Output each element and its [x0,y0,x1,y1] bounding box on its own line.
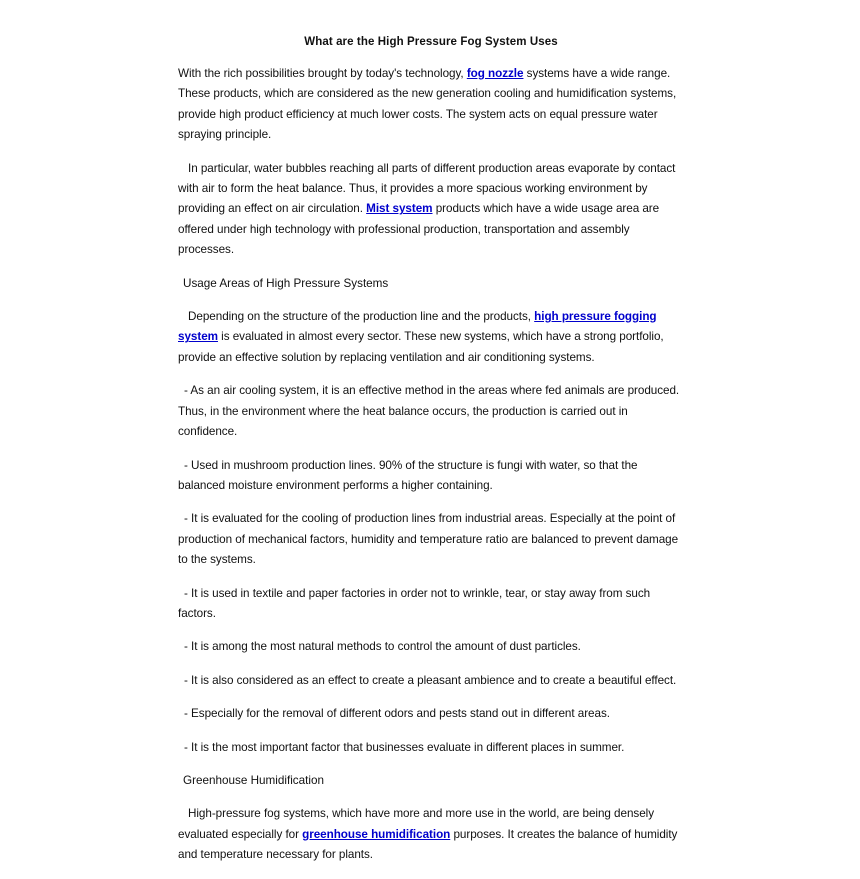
paragraph [178,381,684,442]
paragraph [178,804,684,865]
inline-link[interactable]: fog nozzle [466,67,524,80]
inline-link[interactable]: high pressure fogging system [178,310,657,344]
text-run: High-pressure fog systems, which have more and more use in the world, are being densely evaluated especially for [178,807,654,841]
text-run: - It is also considered as an effect to create a pleasant ambience and to create a beautiful effect. [184,673,677,687]
page-title: What are the High Pressure Fog System Uses [304,36,558,48]
paragraph [178,584,684,625]
text-run: - It is used in textile and paper factories in order not to wrinkle, tear, or stay away from such factors. [178,586,651,620]
paragraph [178,159,684,261]
document-body [178,36,684,879]
paragraph [178,307,684,368]
text-run: - It is evaluated for the cooling of production lines from industrial areas. Especially at the point of production of mechanical factors, humidity and temperature ratio are balanced to prevent damage to the systems. [178,512,679,567]
document-paragraphs [178,64,684,866]
paragraph [178,738,684,758]
text-run: In particular, water bubbles reaching all parts of different production areas evaporate by contact with air to form the heat balance. Thus, it provides a more spacious working environment by providing an effect on air circulation. [178,161,676,216]
text-run: - As an air cooling system, it is an effective method in the areas where fed animals are produced. Thus, in the environment where the heat balance occurs, the production is carried out in confidence. [178,384,680,439]
paragraph [178,637,684,657]
text-run: purposes. It creates the balance of humidity and temperature necessary for plants. [178,827,678,862]
text-run: - It is the most important factor that businesses evaluate in different places in summer. [184,740,625,754]
text-run: Greenhouse Humidification [183,773,324,787]
text-run: With the rich possibilities brought by today's technology, [178,67,467,80]
inline-link[interactable]: Mist system [366,202,433,216]
text-run: - Especially for the removal of different odors and pests stand out in different areas. [184,707,610,721]
paragraph [178,64,684,146]
inline-link[interactable]: greenhouse humidification [302,827,451,841]
paragraph [178,671,684,691]
text-run: systems have a wide range. These products, which are considered as the new generation cooling and humidification systems, provide high product efficiency at much lower costs. The system acts on equal pressure water spraying principle. [178,67,677,142]
text-run: Usage Areas of High Pressure Systems [183,276,389,290]
section-heading [178,771,684,791]
text-run: - It is among the most natural methods to control the amount of dust particles. [184,640,581,654]
paragraph [178,509,684,570]
text-run: is evaluated in almost every sector. These new systems, which have a strong portfolio, provide an effective solution by replacing ventilation and air conditioning systems. [178,330,664,364]
paragraph [178,704,684,724]
paragraph [178,456,684,497]
text-run: - Used in mushroom production lines. 90% of the structure is fungi with water, so that the balanced moisture environment performs a higher containing. [178,458,638,492]
text-run: Depending on the structure of the production line and the products, [188,310,535,324]
section-heading [178,274,684,294]
text-run: products which have a wide usage area are offered under high technology with professional production, transportation and assembly processes. [178,202,660,257]
